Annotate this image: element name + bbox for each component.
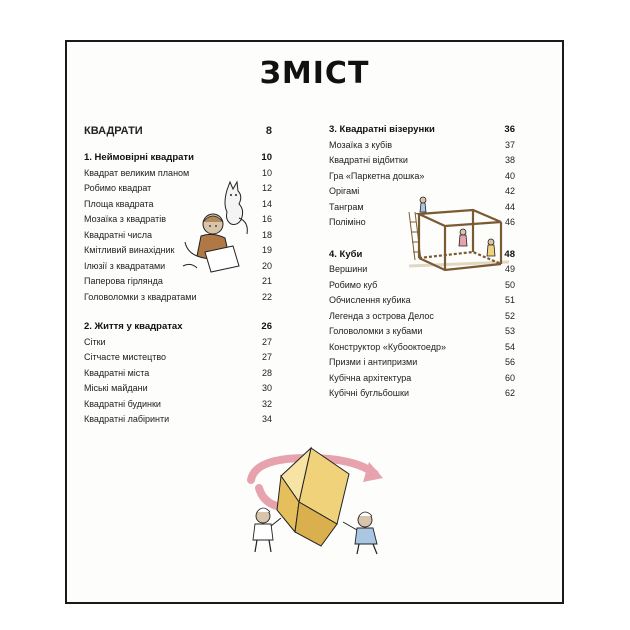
toc-page: 49 bbox=[504, 264, 515, 274]
toc-entry[interactable] bbox=[84, 290, 272, 306]
toc-label: Гра «Паркетна дошка» bbox=[329, 170, 425, 181]
toc-entry[interactable] bbox=[329, 309, 515, 325]
toc-label: Обчислення кубика bbox=[329, 295, 411, 305]
toc-label: Площа квадрата bbox=[84, 198, 154, 209]
toc-page: 19 bbox=[261, 245, 272, 255]
toc-page: 27 bbox=[261, 336, 272, 347]
toc-entry[interactable] bbox=[329, 278, 515, 294]
page-title: ЗМІСТ bbox=[259, 56, 370, 91]
toc-label: Квадратні відбитки bbox=[329, 155, 408, 165]
toc-label: Паперова гірлянда bbox=[84, 276, 163, 286]
toc-page: 27 bbox=[261, 352, 272, 362]
toc-page: 18 bbox=[261, 229, 272, 240]
toc-label: Мозаїка з кубів bbox=[329, 139, 392, 150]
toc-label: Орігамі bbox=[329, 186, 360, 196]
toc-label: Призми і антипризми bbox=[329, 357, 418, 367]
toc-label: Головоломки з квадратами bbox=[84, 291, 197, 302]
toc-label: Танграм bbox=[329, 201, 364, 212]
toc-label: Сітчасте мистецтво bbox=[84, 352, 167, 362]
toc-label: Квадратні міста bbox=[84, 367, 150, 378]
cube-frame-builders-icon bbox=[405, 192, 517, 274]
toc-page: 54 bbox=[504, 341, 515, 352]
toc-entry[interactable] bbox=[329, 340, 515, 356]
toc-page: 21 bbox=[261, 276, 272, 286]
toc-label: 4. Куби bbox=[329, 248, 363, 260]
toc-page: 38 bbox=[504, 155, 515, 165]
toc-section-heading[interactable] bbox=[84, 319, 272, 335]
toc-label: Кубічні бугльбошки bbox=[329, 388, 409, 398]
toc-entry[interactable] bbox=[84, 381, 272, 397]
toc-page: 10 bbox=[261, 167, 272, 178]
toc-page: 51 bbox=[504, 295, 515, 305]
toc-entry[interactable] bbox=[84, 166, 272, 182]
toc-label: Конструктор «Кубооктоедр» bbox=[329, 341, 446, 352]
toc-label: Робимо куб bbox=[329, 279, 378, 290]
toc-entry[interactable] bbox=[329, 293, 515, 309]
toc-label: КВАДРАТИ bbox=[84, 125, 143, 137]
toc-page: 8 bbox=[265, 125, 272, 137]
toc-entry[interactable] bbox=[329, 138, 515, 154]
toc-section-heading[interactable] bbox=[329, 122, 515, 138]
toc-page: 46 bbox=[504, 217, 515, 227]
toc-entry[interactable] bbox=[84, 412, 272, 428]
toc-label: 1. Неймовірні квадрати bbox=[84, 152, 194, 163]
toc-label: 3. Квадратні візерунки bbox=[329, 124, 435, 135]
toc-page: 62 bbox=[504, 388, 515, 398]
toc-label: Міські майдани bbox=[84, 383, 148, 393]
toc-page: 53 bbox=[504, 326, 515, 336]
toc-page: 26 bbox=[261, 321, 272, 332]
toc-page: 60 bbox=[504, 372, 515, 383]
toc-label: Сітки bbox=[84, 336, 106, 347]
toc-entry[interactable] bbox=[329, 169, 515, 185]
toc-label: Мозаїка з квадратів bbox=[84, 214, 166, 224]
toc-label: Головоломки з кубами bbox=[329, 326, 423, 336]
toc-label: Квадратні числа bbox=[84, 229, 153, 240]
toc-page: 42 bbox=[504, 186, 515, 196]
toc-label: Квадратні лабіринти bbox=[84, 414, 170, 424]
toc-page: 37 bbox=[504, 139, 515, 150]
toc-label: Ілюзії з квадратами bbox=[84, 260, 166, 271]
toc-page: 28 bbox=[261, 367, 272, 378]
toc-page: 48 bbox=[504, 248, 515, 260]
toc-page: 16 bbox=[261, 214, 272, 224]
toc-page: 32 bbox=[261, 398, 272, 409]
toc-page: 34 bbox=[261, 414, 272, 424]
rotating-cube-children-icon bbox=[237, 440, 397, 556]
toc-entry[interactable] bbox=[329, 371, 515, 387]
toc-label: 2. Життя у квадратах bbox=[84, 321, 183, 332]
contents-page bbox=[65, 40, 564, 604]
toc-main-entry[interactable] bbox=[84, 122, 272, 140]
toc-label: Вершини bbox=[329, 264, 368, 274]
toc-entry[interactable] bbox=[84, 366, 272, 382]
toc-page: 10 bbox=[261, 152, 272, 163]
toc-page: 52 bbox=[504, 310, 515, 321]
toc-section-heading[interactable] bbox=[84, 150, 272, 166]
toc-entry[interactable] bbox=[329, 355, 515, 371]
toc-page: 36 bbox=[504, 124, 515, 135]
toc-label: Робимо квадрат bbox=[84, 183, 152, 193]
toc-entry[interactable] bbox=[329, 386, 515, 402]
toc-page: 56 bbox=[504, 357, 515, 367]
toc-label: Квадрат великим планом bbox=[84, 167, 190, 178]
toc-page: 22 bbox=[261, 291, 272, 302]
toc-label: Легенда з острова Делос bbox=[329, 310, 434, 321]
toc-label: Квадратні будинки bbox=[84, 398, 161, 409]
toc-page: 14 bbox=[261, 198, 272, 209]
toc-page: 44 bbox=[504, 201, 515, 212]
toc-page: 50 bbox=[504, 279, 515, 290]
child-with-cat-icon bbox=[175, 180, 255, 280]
toc-entry[interactable] bbox=[329, 153, 515, 169]
toc-label: Кмітливий винахідник bbox=[84, 245, 175, 255]
toc-entry[interactable] bbox=[84, 350, 272, 366]
toc-label: Кубічна архітектура bbox=[329, 372, 412, 383]
toc-label: Поліміно bbox=[329, 217, 366, 227]
toc-page: 30 bbox=[261, 383, 272, 393]
toc-page: 12 bbox=[261, 183, 272, 193]
toc-page: 20 bbox=[261, 260, 272, 271]
toc-entry[interactable] bbox=[329, 324, 515, 340]
toc-entry[interactable] bbox=[84, 335, 272, 351]
toc-entry[interactable] bbox=[84, 397, 272, 413]
toc-page: 40 bbox=[504, 170, 515, 181]
